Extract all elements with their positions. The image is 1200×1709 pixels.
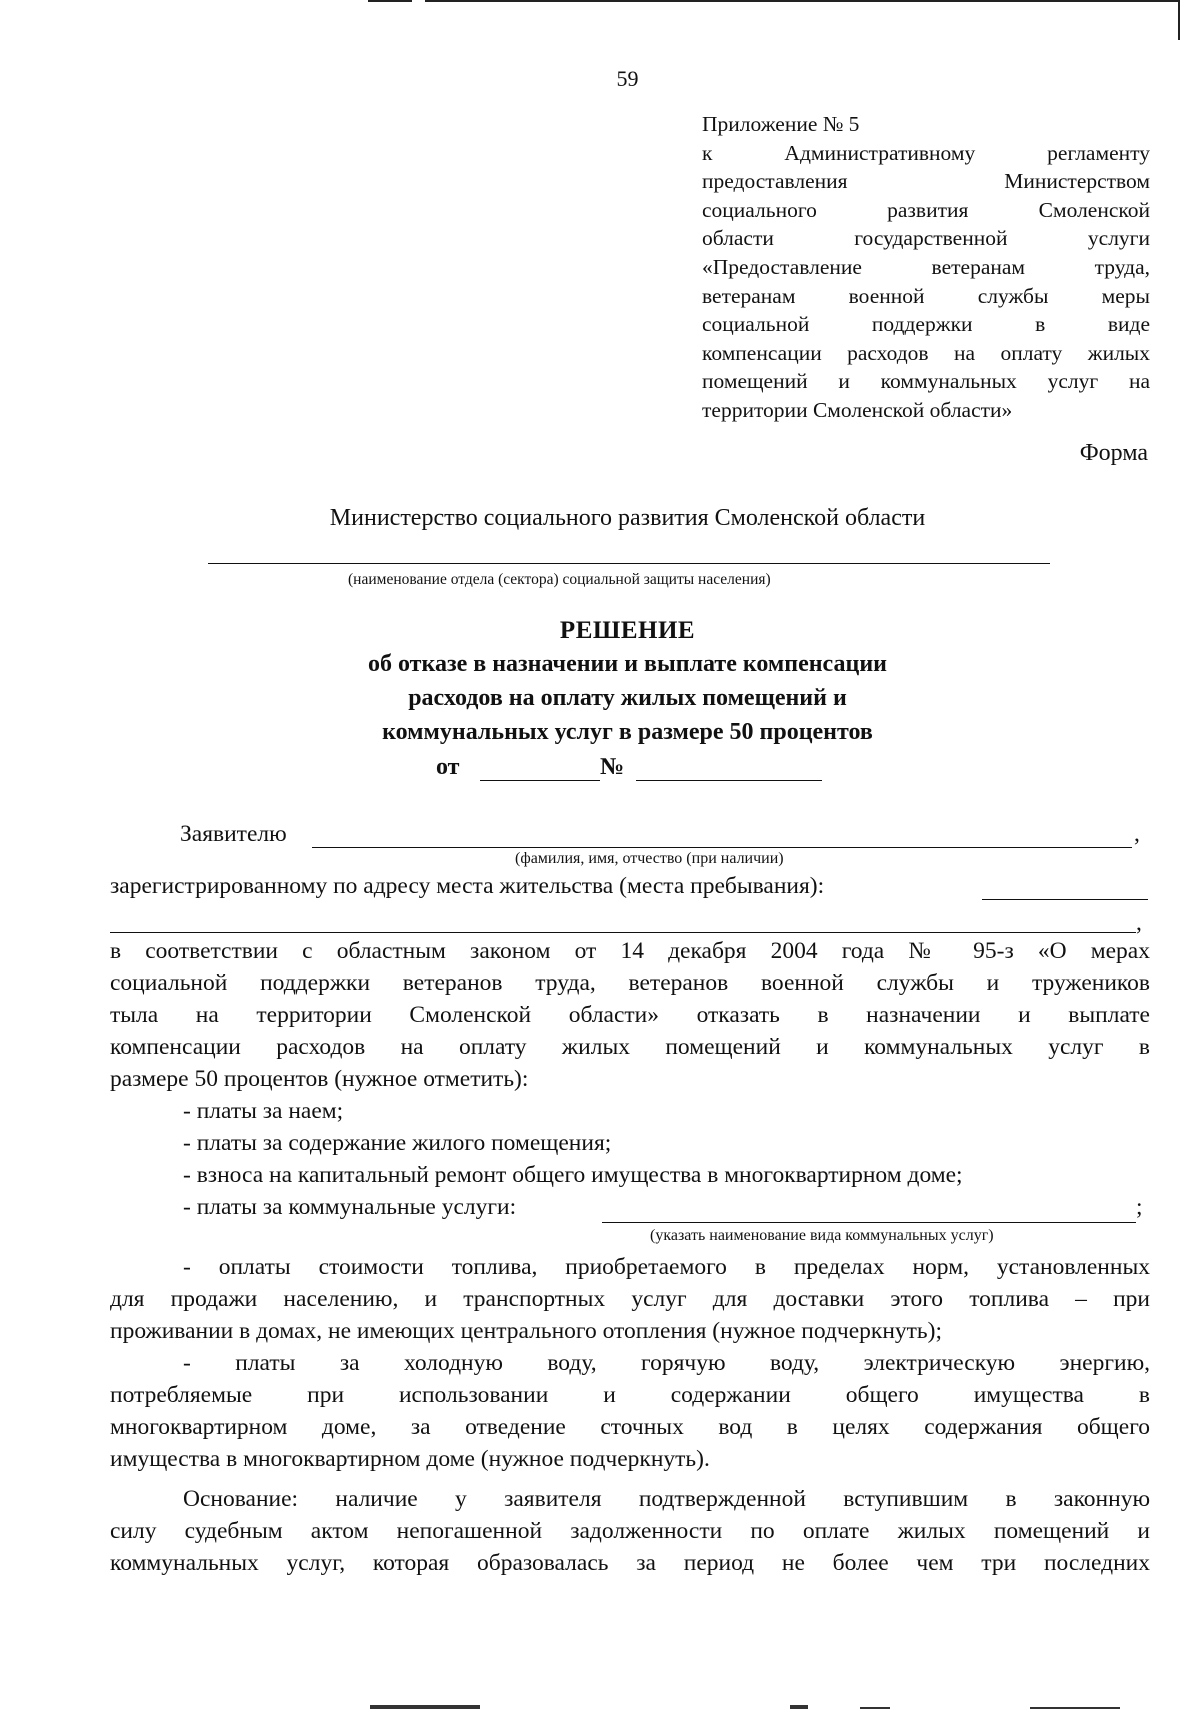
utilities-caption: (указать наименование вида коммунальных услуг) bbox=[650, 1227, 994, 1244]
number-field[interactable] bbox=[636, 780, 822, 781]
decision-subtitle-line: коммунальных услуг в размере 50 процентов bbox=[382, 719, 873, 745]
date-field[interactable] bbox=[480, 780, 600, 781]
address-field-continued[interactable] bbox=[110, 932, 1136, 933]
body-line: социальной поддержки ветеранов труда, ветеранов военной службы и тружеников bbox=[110, 970, 1150, 996]
top-scan-line bbox=[368, 0, 412, 2]
decision-subtitle-line: расходов на оплату жилых помещений и bbox=[408, 685, 847, 711]
department-caption: (наименование отдела (сектора) социальной защиты населения) bbox=[348, 571, 771, 588]
appendix-line: Приложение № 5 bbox=[702, 112, 860, 136]
body-line: коммунальных услуг, которая образовалась за период не более чем три последних bbox=[110, 1550, 1150, 1576]
list-item: - взноса на капитальный ремонт общего имущества в многоквартирном доме; bbox=[183, 1162, 963, 1188]
applicant-comma: , bbox=[1134, 821, 1140, 847]
appendix-line: к Административному регламенту bbox=[702, 140, 1150, 165]
body-line: потребляемые при использовании и содержании общего имущества в bbox=[110, 1382, 1150, 1408]
appendix-line: области государственной услуги bbox=[702, 226, 1150, 251]
top-scan-line bbox=[425, 0, 1180, 2]
decision-title: РЕШЕНИЕ bbox=[559, 617, 696, 644]
body-line: Основание: наличие у заявителя подтвержденной вступившим в законную bbox=[183, 1486, 1150, 1512]
appendix-line: территории Смоленской области» bbox=[702, 397, 1013, 422]
applicant-name-field[interactable] bbox=[312, 847, 1132, 848]
appendix-line: предоставления Министерством bbox=[702, 169, 1150, 194]
body-line: - платы за холодную воду, горячую воду, электрическую энергию, bbox=[183, 1350, 1150, 1376]
body-line: в соответствии с областным законом от 14 декабря 2004 года № 95-з «О мерах bbox=[110, 938, 1150, 964]
page-number: 59 bbox=[616, 66, 639, 91]
ministry-name: Министерство социального развития Смоленской области bbox=[329, 505, 926, 531]
body-line: размере 50 процентов (нужное отметить): bbox=[110, 1066, 529, 1092]
address-field[interactable] bbox=[982, 899, 1148, 900]
appendix-block bbox=[702, 110, 1150, 425]
appendix-line: помещений и коммунальных услуг на bbox=[702, 369, 1150, 394]
utilities-field[interactable] bbox=[602, 1222, 1136, 1223]
number-label: № bbox=[600, 754, 625, 780]
appendix-line: компенсации расходов на оплату жилых bbox=[702, 340, 1150, 365]
decision-subtitle-line: об отказе в назначении и выплате компенсации bbox=[368, 651, 887, 677]
address-label: зарегистрированному по адресу места жительства (места пребывания): bbox=[110, 873, 825, 899]
form-label: Форма bbox=[1079, 440, 1148, 466]
body-line: для продажи населению, и транспортных услуг для доставки этого топлива – при bbox=[110, 1286, 1150, 1312]
appendix-line: социального развития Смоленской bbox=[702, 197, 1150, 222]
appendix-line: социальной поддержки в виде bbox=[702, 312, 1150, 337]
date-label: от bbox=[436, 754, 460, 780]
appendix-line: ветеранам военной службы меры bbox=[702, 283, 1150, 308]
applicant-label: Заявителю bbox=[180, 821, 287, 847]
list-item: - платы за коммунальные услуги: bbox=[183, 1194, 517, 1220]
body-line: силу судебным актом непогашенной задолженности по оплате жилых помещений и bbox=[110, 1518, 1150, 1544]
utilities-end: ; bbox=[1136, 1194, 1143, 1220]
top-scan-line bbox=[1178, 0, 1180, 40]
body-line: имущества в многоквартирном доме (нужное подчеркнуть). bbox=[110, 1446, 710, 1472]
body-line: тыла на территории Смоленской области» отказать в назначении и выплате bbox=[110, 1002, 1150, 1028]
body-line: - оплаты стоимости топлива, приобретаемого в пределах норм, установленных bbox=[183, 1254, 1150, 1280]
body-line: проживании в домах, не имеющих центрального отопления (нужное подчеркнуть); bbox=[110, 1318, 942, 1344]
bottom-scan-mark bbox=[370, 1705, 480, 1709]
body-line: многоквартирном доме, за отведение сточных вод в целях содержания общего bbox=[110, 1414, 1150, 1440]
bottom-scan-mark bbox=[790, 1705, 808, 1709]
body-line: компенсации расходов на оплату жилых помещений и коммунальных услуг в bbox=[110, 1034, 1150, 1060]
list-item: - платы за содержание жилого помещения; bbox=[183, 1130, 612, 1156]
list-item: - платы за наем; bbox=[183, 1098, 344, 1124]
department-line bbox=[208, 563, 1050, 564]
applicant-caption: (фамилия, имя, отчество (при наличии) bbox=[515, 850, 784, 867]
appendix-line: «Предоставление ветеранам труда, bbox=[702, 254, 1150, 279]
address-comma: , bbox=[1136, 910, 1142, 936]
